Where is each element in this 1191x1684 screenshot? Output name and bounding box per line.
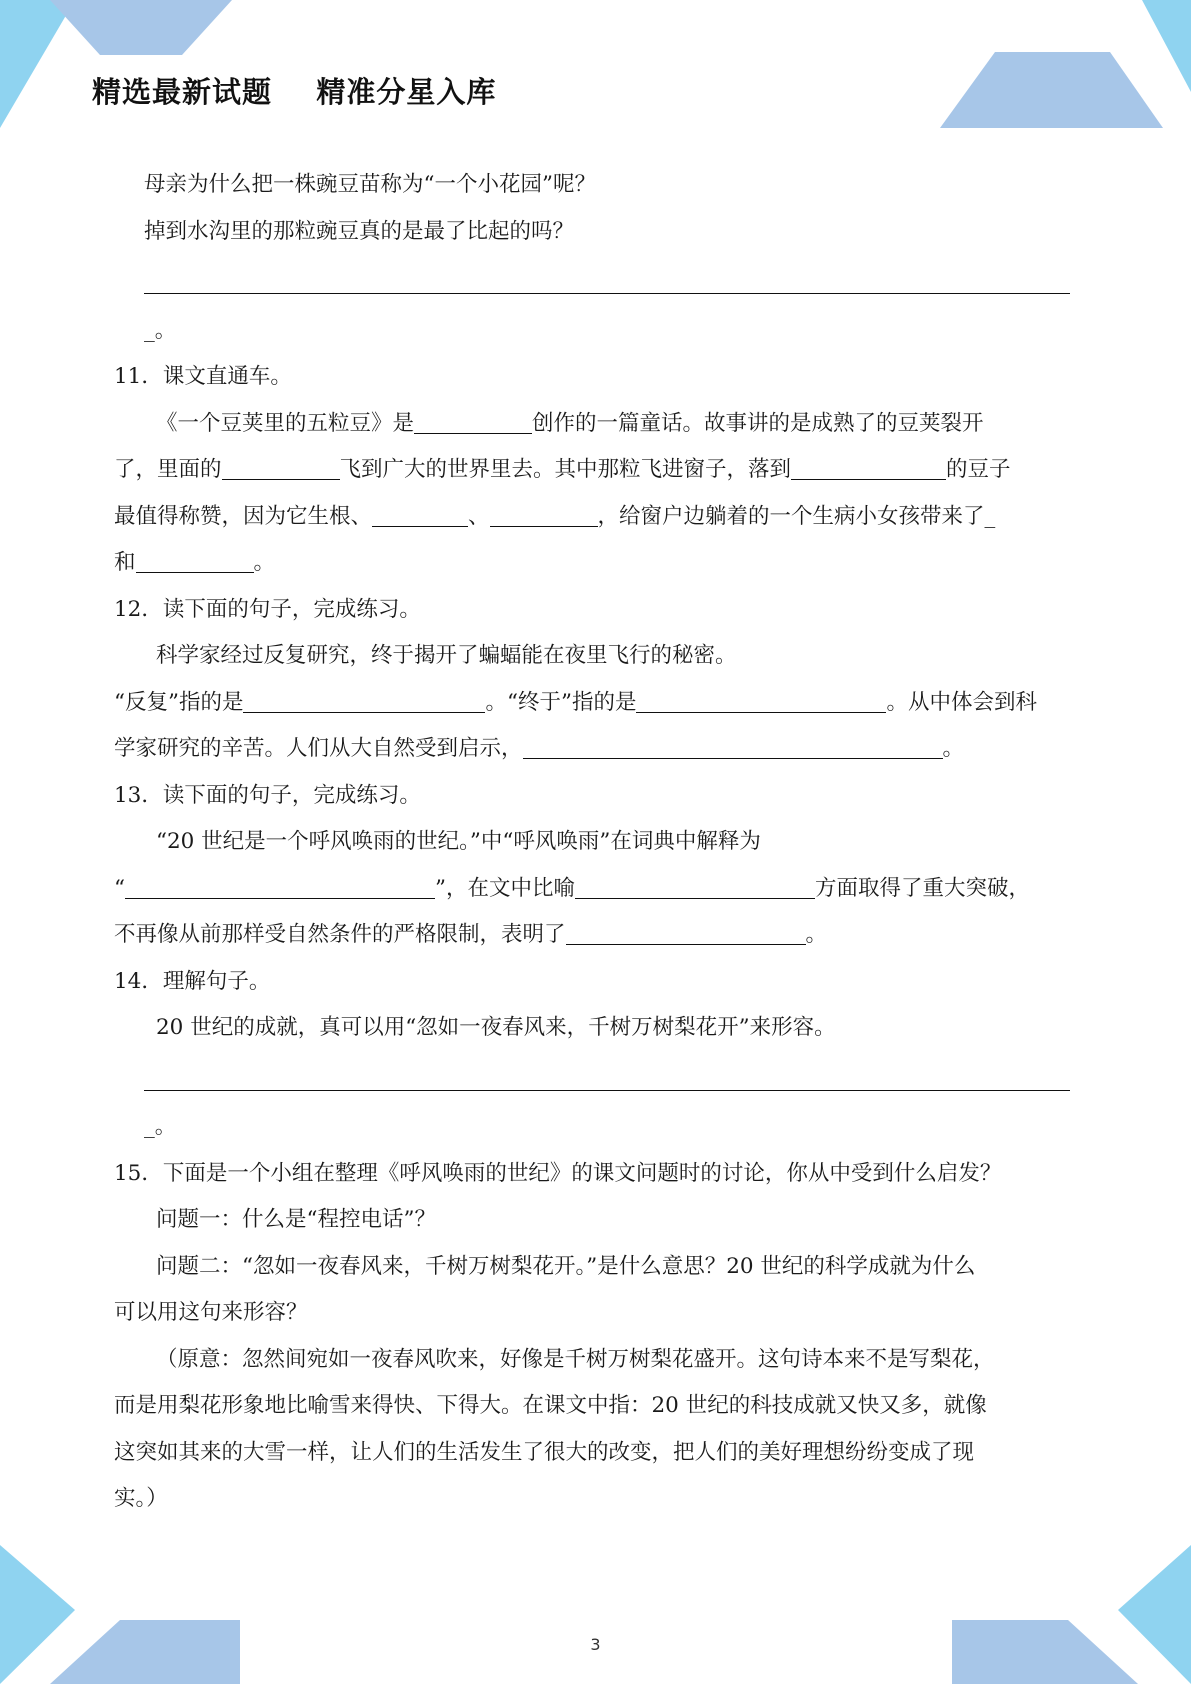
text-line (114, 959, 1078, 1006)
fill-in-blank[interactable] (575, 878, 815, 899)
text-line (114, 587, 1078, 634)
text-line (114, 540, 1078, 587)
line-text: 创作的一篇童话。故事讲的是成熟了的豆荚裂开 (532, 410, 984, 436)
line-text: 。 (942, 736, 965, 761)
answer-blank[interactable] (144, 273, 1070, 294)
line-text: 、 (468, 503, 490, 529)
fill-in-blank[interactable] (372, 506, 468, 527)
line-text: 学家研究的辛苦。人们从大自然受到启示， (114, 736, 523, 761)
line-text: 问题一：什么是“程控电话”？ (156, 1207, 436, 1232)
line-text: 这突如其来的大雪一样，让人们的生活发生了很大的改变，把人们的美好理想纷纷变成了现 (114, 1439, 975, 1465)
line-text: 和 (114, 550, 136, 575)
line-text: 母亲为什么把一株豌豆苗称为“一个小花园”呢？ (144, 172, 596, 197)
text-line (114, 401, 1078, 448)
text-line (114, 680, 1078, 727)
fill-in-blank[interactable] (414, 413, 532, 434)
fill-in-blank[interactable] (222, 459, 340, 480)
line-text: “20 世纪是一个呼风唤雨的世纪。”中“呼风唤雨”在词典中解释为 (156, 829, 761, 854)
fill-in-blank[interactable] (566, 924, 806, 945)
text-line (114, 1104, 1078, 1151)
line-text: 飞到广大的世界里去。其中那粒飞进窗子，落到 (339, 457, 792, 482)
line-text: _。 (144, 317, 177, 343)
line-text: “ (114, 875, 125, 901)
line-text: “反复”指的是 (114, 689, 244, 715)
text-line (114, 308, 1078, 355)
line-text: 15．下面是一个小组在整理《呼风唤雨的世纪》的课文问题时的讨论，你从中受到什么启发？ (114, 1160, 1002, 1186)
line-text: 12．读下面的句子，完成练习。 (114, 596, 421, 622)
line-text: 可以用这句来形容？ (114, 1300, 308, 1325)
line-text: 掉到水沟里的那粒豌豆真的是最了比起的吗？ (144, 218, 575, 244)
text-line (114, 912, 1078, 959)
text-line (114, 819, 1078, 866)
line-text: 《一个豆荚里的五粒豆》是 (156, 410, 415, 436)
line-text: 。从中体会到科 (886, 689, 1037, 715)
corner-triangle-top-right (1142, 0, 1191, 92)
text-line (114, 1337, 1078, 1384)
text-line (114, 1290, 1078, 1337)
text-line (114, 1476, 1078, 1523)
line-text: 方面取得了重大突破， (815, 875, 1031, 901)
answer-line[interactable] (114, 255, 1078, 308)
line-text: _。 (144, 1114, 177, 1139)
line-text: ，给窗户边躺着的一个生病小女孩带来了_ (597, 503, 996, 529)
line-text: 。 (253, 550, 276, 575)
worksheet-content (114, 162, 1078, 1523)
line-text: 问题二：“忽如一夜春风来，千树万树梨花开。”是什么意思？20 世纪的科学成就为什么 (156, 1253, 976, 1279)
fill-in-blank[interactable] (136, 552, 254, 573)
corner-triangle-bottom-right (1118, 1545, 1191, 1684)
text-line (114, 1197, 1078, 1244)
page-number: 3 (590, 1635, 601, 1654)
line-text: 而是用梨花形象地比喻雪来得快、下得大。在课文中指：20 世纪的科技成就又快又多，就像 (114, 1393, 987, 1418)
header-title: 精选最新试题 精准分星入库 (92, 75, 497, 109)
fill-in-blank[interactable] (243, 692, 485, 713)
text-line (114, 726, 1078, 773)
line-text: 实。） (114, 1486, 168, 1511)
corner-trapezoid-top-right (940, 52, 1163, 128)
text-line (114, 866, 1078, 913)
text-line (114, 494, 1078, 541)
line-text: 。“终于”指的是 (485, 689, 637, 715)
line-text: 科学家经过反复研究，终于揭开了蝙蝠能在夜里飞行的秘密。 (156, 643, 737, 668)
text-line (114, 162, 1078, 209)
line-text: 11．课文直通车。 (114, 364, 292, 389)
fill-in-blank[interactable] (636, 692, 886, 713)
line-text: （原意：忽然间宛如一夜春风吹来，好像是千树万树梨花盛开。这句诗本来不是写梨花， (156, 1346, 995, 1372)
corner-triangle-bottom-left (0, 1545, 75, 1684)
text-line (114, 773, 1078, 820)
line-text: 13．读下面的句子，完成练习。 (114, 782, 421, 808)
corner-triangle-top-left (0, 0, 75, 128)
fill-in-blank[interactable] (125, 878, 435, 899)
text-line (114, 633, 1078, 680)
line-text: 的豆子 (946, 457, 1011, 482)
text-line (114, 209, 1078, 256)
answer-line[interactable] (114, 1052, 1078, 1105)
corner-trapezoid-top-left (50, 0, 232, 55)
text-line (114, 1430, 1078, 1477)
fill-in-blank[interactable] (490, 506, 598, 527)
text-line (114, 1383, 1078, 1430)
line-text: 了，里面的 (114, 457, 222, 482)
line-text: 20 世纪的成就，真可以用“忽如一夜春风来，千树万树梨花开”来形容。 (156, 1015, 836, 1040)
answer-blank[interactable] (144, 1070, 1070, 1091)
text-line (114, 447, 1078, 494)
line-text: 。 (805, 922, 828, 947)
line-text: ”，在文中比喻 (435, 875, 575, 901)
fill-in-blank[interactable] (523, 738, 943, 759)
text-line (114, 1244, 1078, 1291)
text-line (114, 354, 1078, 401)
text-line (114, 1005, 1078, 1052)
line-text: 最值得称赞，因为它生根、 (114, 503, 373, 529)
fill-in-blank[interactable] (791, 459, 946, 480)
text-line (114, 1151, 1078, 1198)
line-text: 14．理解句子。 (114, 968, 271, 994)
line-text: 不再像从前那样受自然条件的严格限制，表明了 (114, 922, 566, 947)
